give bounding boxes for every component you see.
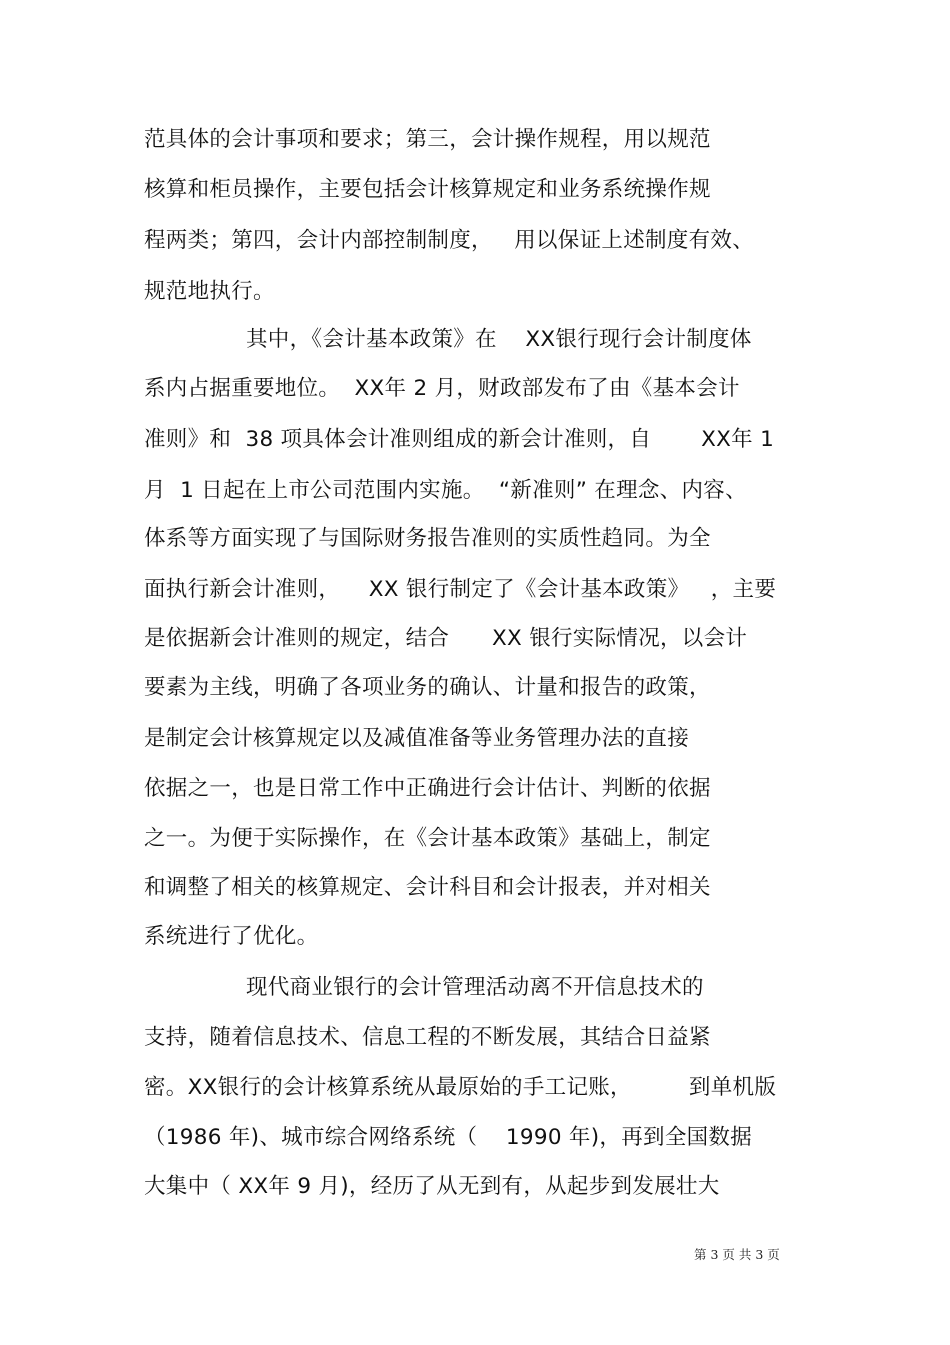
text-line: 核算和柜员操作，主要包括会计核算规定和业务系统操作规 bbox=[144, 177, 711, 202]
text-line: 面执行新会计准则， XX 银行制定了《会计基本政策》 ，主要 bbox=[144, 577, 777, 602]
paragraph-first-line: 现代商业银行的会计管理活动离不开信息技术的 bbox=[246, 975, 704, 1000]
text-line: 程两类；第四，会计内部控制制度， 用以保证上述制度有效、 bbox=[144, 228, 755, 253]
text-line: 系内占据重要地位。 XX年 2 月，财政部发布了由《基本会计 bbox=[144, 376, 740, 401]
text-line: 系统进行了优化。 bbox=[144, 924, 319, 949]
paragraph-first-line: 其中，《会计基本政策》在 XX银行现行会计制度体 bbox=[246, 327, 752, 352]
text-line: 密。XX银行的会计核算系统从最原始的手工记账， 到单机版 bbox=[144, 1075, 777, 1100]
text-line: 之一。为便于实际操作，在《会计基本政策》基础上，制定 bbox=[144, 826, 711, 851]
page-number-footer: 第 3 页 共 3 页 bbox=[694, 1247, 780, 1262]
text-line: （1986 年)、城市综合网络系统（ 1990 年)，再到全国数据 bbox=[144, 1125, 753, 1150]
text-line: 范具体的会计事项和要求；第三，会计操作规程，用以规范 bbox=[144, 127, 711, 152]
text-line: 大集中（ XX年 9 月)，经历了从无到有，从起步到发展壮大 bbox=[144, 1174, 720, 1199]
text-line: 月 1 日起在上市公司范围内实施。 “新准则” 在理念、内容、 bbox=[144, 478, 747, 503]
text-line: 要素为主线，明确了各项业务的确认、计量和报告的政策， bbox=[144, 675, 711, 700]
text-line: 是依据新会计准则的规定，结合 XX 银行实际情况，以会计 bbox=[144, 626, 748, 651]
text-line: 规范地执行。 bbox=[144, 279, 275, 304]
text-line: 支持，随着信息技术、信息工程的不断发展，其结合日益紧 bbox=[144, 1025, 711, 1050]
text-line: 体系等方面实现了与国际财务报告准则的实质性趋同。为全 bbox=[144, 526, 711, 551]
text-line: 准则》和 38 项具体会计准则组成的新会计准则，自 XX年 1 bbox=[144, 427, 775, 452]
text-line: 是制定会计核算规定以及减值准备等业务管理办法的直接 bbox=[144, 726, 690, 751]
text-line: 依据之一，也是日常工作中正确进行会计估计、判断的依据 bbox=[144, 776, 711, 801]
text-line: 和调整了相关的核算规定、会计科目和会计报表，并对相关 bbox=[144, 875, 711, 900]
